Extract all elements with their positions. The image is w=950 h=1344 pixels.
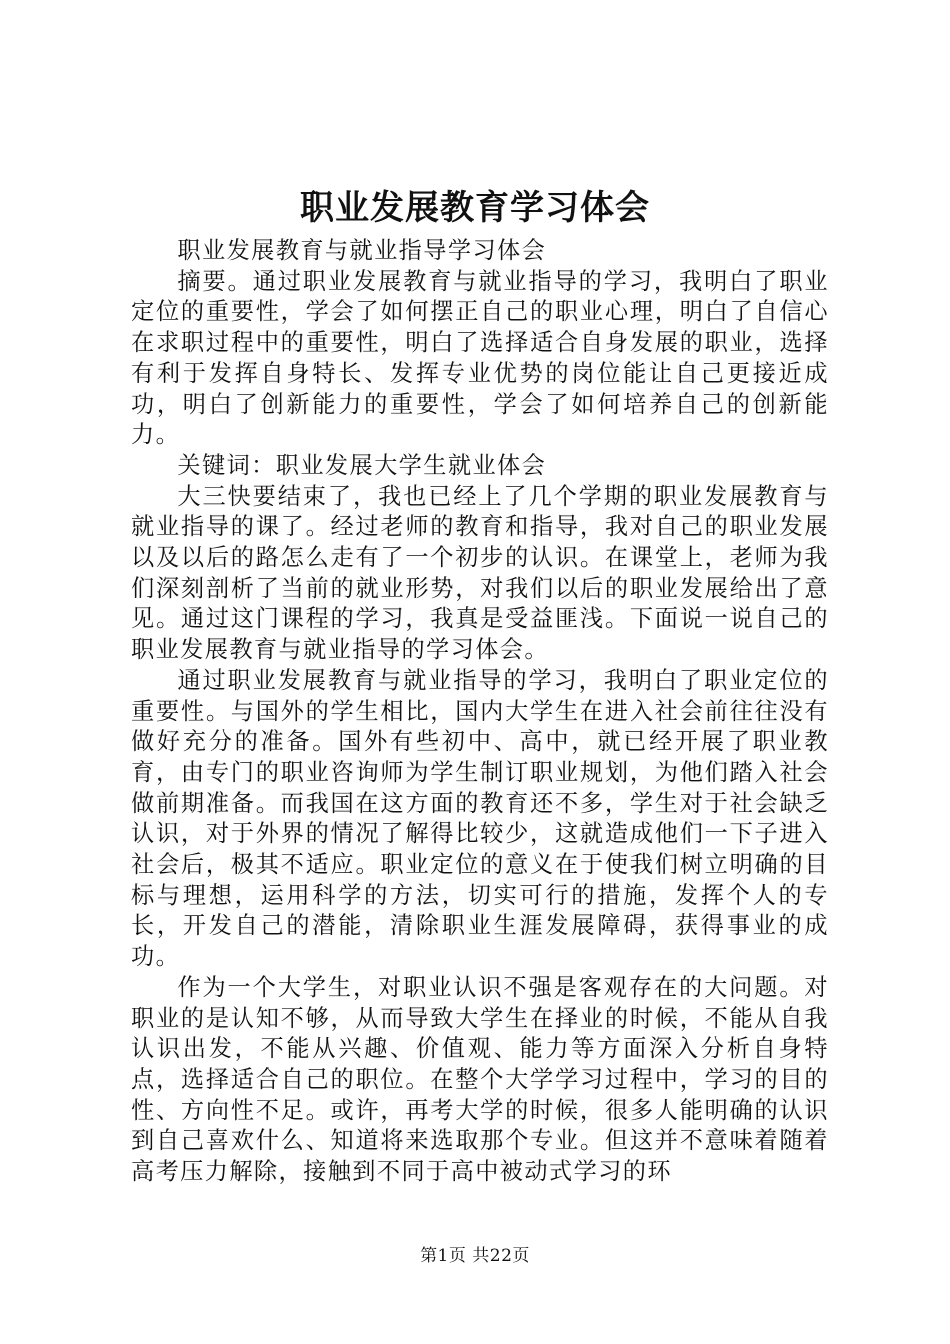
body-paragraph: 大三快要结束了，我也已经上了几个学期的职业发展教育与就业指导的课了。经过老师的教育和指导，我对自己的职业发展以及以后的路怎么走有了一个初步的认识。在课堂上，老师为我们深刻剖析了当前的就业形势，对我们以后的职业发展给出了意见。通过这门课程的学习，我真是受益匪浅。下面说一说自己的职业发展教育与就业指导的学习体会。 xyxy=(131,482,829,664)
body-paragraph: 作为一个大学生，对职业认识不强是客观存在的大问题。对职业的是认知不够，从而导致大学生在择业的时候，不能从自我认识出发，不能从兴趣、价值观、能力等方面深入分析自身特点，选择适合自己的职位。在整个大学学习过程中，学习的目的性、方向性不足。或许，再考大学的时候，很多人能明确的认识到自己喜欢什么、知道将来选取那个专业。但这并不意味着随着高考压力解除，接触到不同于高中被动式学习的环 xyxy=(131,973,829,1186)
document-body xyxy=(131,236,829,1188)
page-number-footer: 第1页 共22页 xyxy=(420,1246,530,1266)
abstract-paragraph: 摘要。通过职业发展教育与就业指导的学习，我明白了职业定位的重要性，学会了如何摆正自己的职业心理，明白了自信心在求职过程中的重要性，明白了选择适合自身发展的职业，选择有利于发挥自身特长、发挥专业优势的岗位能让自己更接近成功，明白了创新能力的重要性，学会了如何培养自己的创新能力。 xyxy=(131,267,829,449)
subtitle-paragraph: 职业发展教育与就业指导学习体会 xyxy=(177,237,547,264)
page-title: 职业发展教育学习体会 xyxy=(300,188,650,228)
body-paragraph: 通过职业发展教育与就业指导的学习，我明白了职业定位的重要性。与国外的学生相比，国内大学生在进入社会前往往没有做好充分的准备。国外有些初中、高中，就已经开展了职业教育，由专门的职业咨询师为学生制订职业规划，为他们踏入社会做前期准备。而我国在这方面的教育还不多，学生对于社会缺乏认识，对于外界的情况了解得比较少，这就造成他们一下子进入社会后，极其不适应。职业定位的意义在于使我们树立明确的目标与理想，运用科学的方法，切实可行的措施，发挥个人的专长，开发自己的潜能，清除职业生涯发展障碍，获得事业的成功。 xyxy=(131,666,829,971)
keywords-paragraph: 关键词：职业发展大学生就业体会 xyxy=(177,451,547,479)
